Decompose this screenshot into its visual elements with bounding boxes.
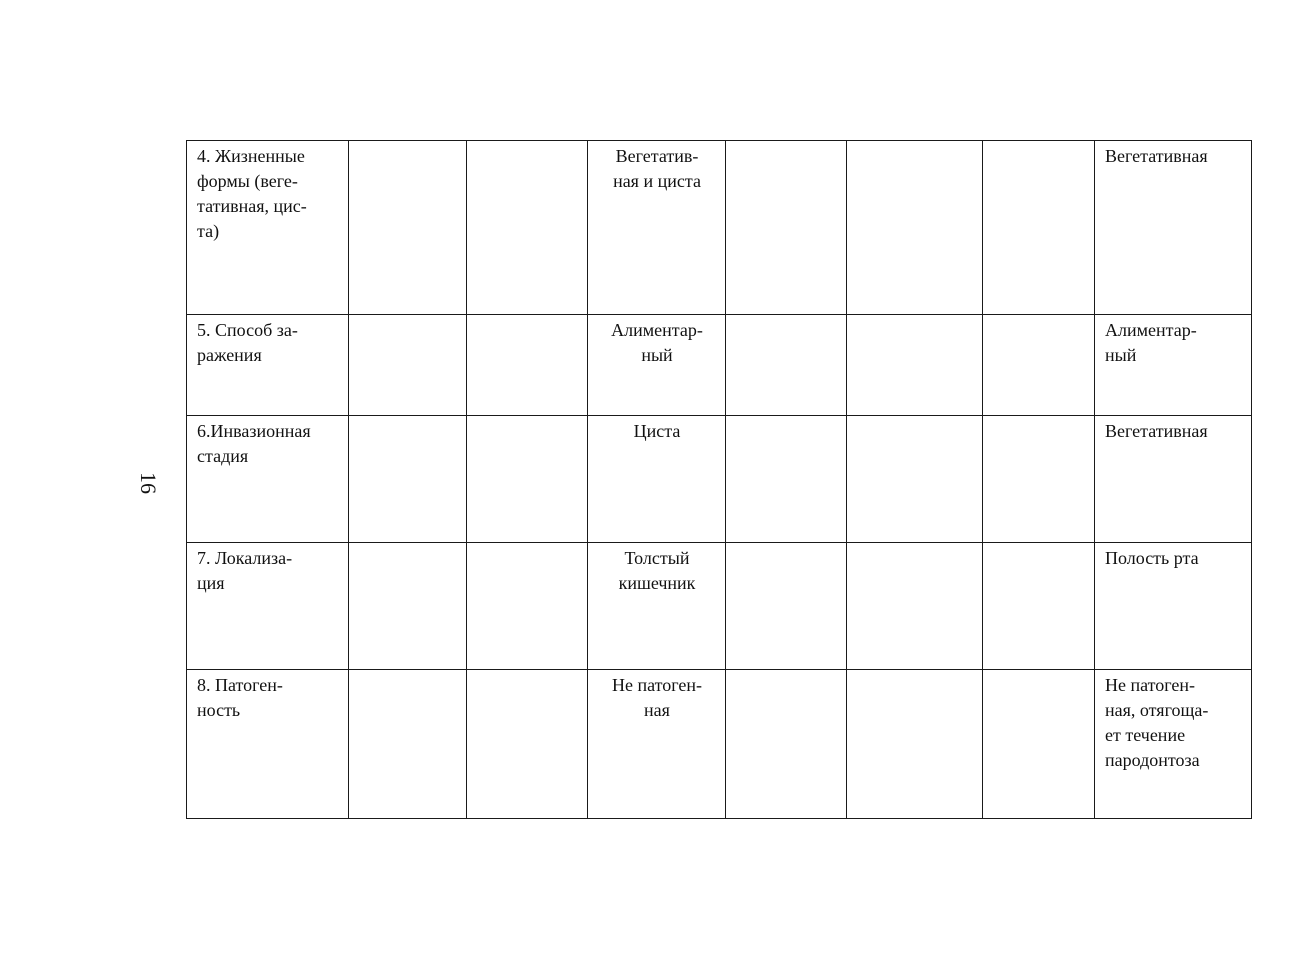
row-label-line: ражения [197, 345, 262, 365]
empty-cell [847, 670, 983, 819]
row-label-cell [187, 315, 349, 416]
empty-cell [349, 141, 467, 315]
row-label-line: 8. Патоген- [197, 675, 283, 695]
empty-cell [847, 416, 983, 543]
value-cell-col-b [1095, 141, 1252, 315]
cell-line: ет течение [1105, 725, 1186, 745]
cell-line: Алиментар- [611, 320, 703, 340]
empty-cell [983, 315, 1095, 416]
row-label-line: тативная, цис- [197, 196, 307, 216]
row-label-line: формы (веге- [197, 171, 298, 191]
empty-cell [467, 141, 588, 315]
cell-line: ная, отягоща- [1105, 700, 1209, 720]
row-label-cell [187, 543, 349, 670]
cell-line: Вегетативная [1105, 421, 1208, 441]
row-label-cell [187, 416, 349, 543]
value-cell-col-a [588, 141, 726, 315]
row-label-line: 5. Способ за- [197, 320, 298, 340]
table-row [187, 543, 1252, 670]
table-row [187, 141, 1252, 315]
cell-line: Не патоген- [1105, 675, 1196, 695]
empty-cell [726, 670, 847, 819]
empty-cell [983, 416, 1095, 543]
table-row [187, 416, 1252, 543]
value-cell-col-a [588, 315, 726, 416]
empty-cell [983, 141, 1095, 315]
row-label-cell [187, 670, 349, 819]
cell-line: кишечник [618, 573, 696, 593]
value-cell-col-b [1095, 543, 1252, 670]
value-cell-col-b [1095, 416, 1252, 543]
empty-cell [467, 670, 588, 819]
value-cell-col-a [588, 543, 726, 670]
cell-line: ная [644, 700, 670, 720]
cell-line: ная и циста [613, 171, 701, 191]
empty-cell [726, 141, 847, 315]
empty-cell [467, 543, 588, 670]
empty-cell [349, 315, 467, 416]
row-label-line: 7. Локализа- [197, 548, 293, 568]
value-cell-col-b [1095, 670, 1252, 819]
empty-cell [983, 670, 1095, 819]
cell-line: ный [641, 345, 673, 365]
empty-cell [349, 670, 467, 819]
row-label-line: ция [197, 573, 225, 593]
row-label-cell [187, 141, 349, 315]
cell-line: пародонтоза [1105, 750, 1200, 770]
empty-cell [726, 315, 847, 416]
empty-cell [349, 543, 467, 670]
empty-cell [726, 416, 847, 543]
row-label-line: 4. Жизненные [197, 146, 305, 166]
value-cell-col-a [588, 416, 726, 543]
cell-line: Толстый [624, 548, 690, 568]
empty-cell [467, 416, 588, 543]
table-row [187, 315, 1252, 416]
cell-line: Не патоген- [611, 675, 703, 695]
cell-line: Вегетативная [1105, 146, 1208, 166]
cell-line: Циста [633, 421, 681, 441]
cell-line: Вегетатив- [615, 146, 699, 166]
row-label-line: та) [197, 221, 220, 241]
row-label-line: 6.Инвазионная [197, 421, 311, 441]
empty-cell [847, 315, 983, 416]
row-label-line: ность [197, 700, 241, 720]
empty-cell [847, 141, 983, 315]
cell-line: Алиментар- [1105, 320, 1197, 340]
empty-cell [467, 315, 588, 416]
cell-line: Полость рта [1105, 548, 1199, 568]
empty-cell [349, 416, 467, 543]
comparison-table [186, 140, 1252, 819]
empty-cell [983, 543, 1095, 670]
row-label-line: стадия [197, 446, 249, 466]
value-cell-col-a [588, 670, 726, 819]
table-row [187, 670, 1252, 819]
empty-cell [726, 543, 847, 670]
empty-cell [847, 543, 983, 670]
cell-line: ный [1105, 345, 1137, 365]
page-number: 16 [136, 472, 161, 494]
value-cell-col-b [1095, 315, 1252, 416]
